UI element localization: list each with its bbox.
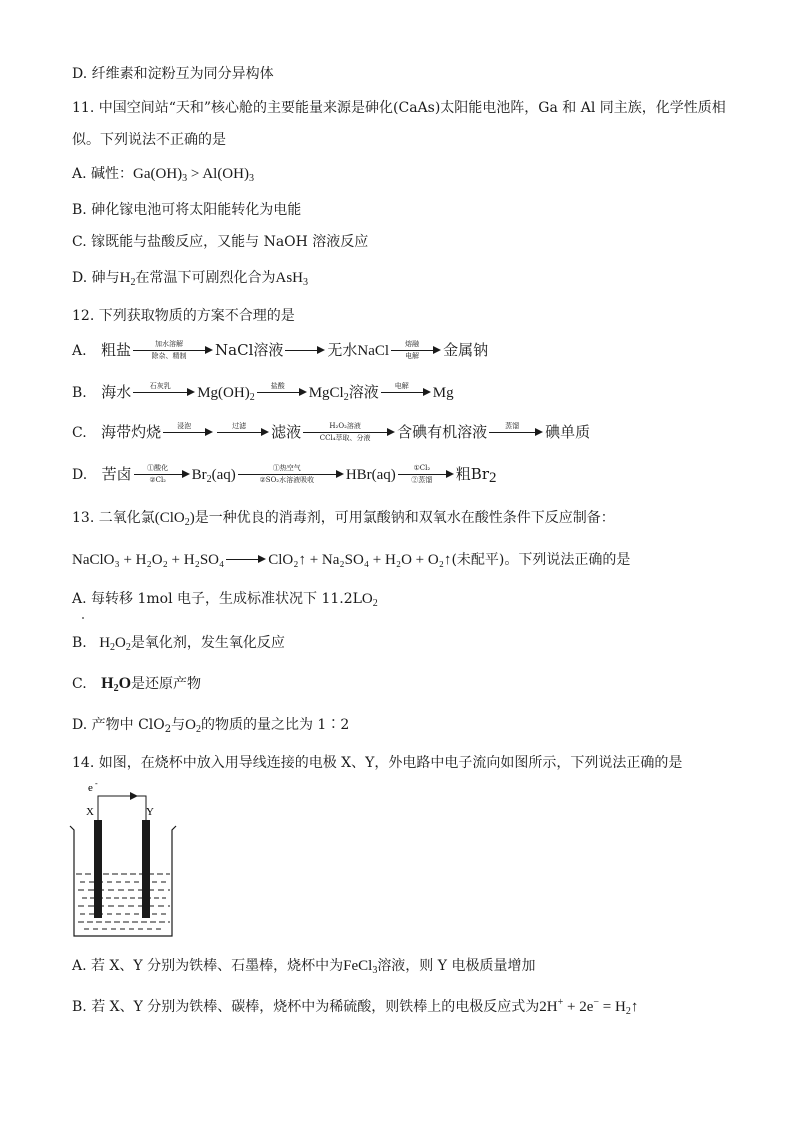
q11-a-sub1: 3 (182, 173, 188, 184)
q12-option-a (72, 340, 488, 362)
arrow-bottom-label: 电解 (405, 352, 420, 360)
q11-d-prefix: D. 砷与 (72, 270, 120, 286)
q12-b-label: B. (72, 385, 87, 401)
q12-b-s4: Mg (432, 385, 454, 401)
arrow-top-label: ①热空气 (272, 464, 301, 472)
q12-d-s1: 苦卤 (101, 465, 132, 483)
stray-dot (82, 617, 84, 619)
solution-lines (76, 874, 170, 929)
q14-b-pre: B. 若 X、Y 分别为铁棒、碳棒，烧杯中为稀硫酸，则铁棒上的电极反应式为 (72, 999, 540, 1015)
arrow-bottom-label: CCl₄萃取、分液 (319, 434, 371, 442)
q13-a-text: A. 每转移 1mol 电子，生成标准状况下 11.2L (72, 591, 362, 607)
arrow-top-label: 加水溶解 (155, 340, 184, 348)
q13-d-text1: D. 产物中 ClO (72, 717, 165, 733)
arrow-top-label: H₂O₂溶液 (329, 422, 361, 430)
reaction-arrow (238, 464, 344, 486)
q12-b-s3b: 溶液 (348, 383, 379, 401)
q12-a-s4: 金属钠 (443, 341, 489, 359)
q12-a-s2: NaCl溶液 (215, 341, 284, 359)
q12-a-s1: 粗盐 (101, 341, 132, 359)
electron-sign: - (95, 779, 98, 788)
q14-b-eq3: = H (599, 999, 626, 1015)
reaction-arrow (391, 340, 441, 362)
q13-eq-lhs: NaClO₃ + H₂O₂ + H₂SO₄ (72, 552, 225, 568)
q14-option-a (72, 956, 535, 976)
q12-b-s2sub: 2 (249, 392, 255, 403)
q12-stem: 12. 下列获取物质的方案不合理的是 (72, 308, 295, 324)
electron-label: e (88, 782, 93, 794)
q12-d-s2sub: 2 (206, 474, 212, 485)
q13-d-text2: 与 (171, 717, 186, 733)
q13-eq-note: (未配平)。下列说法正确的是 (451, 552, 631, 568)
q14-b-sub: 2 (625, 1006, 631, 1017)
arrow-bottom-label: ②Cl₂ (149, 476, 166, 484)
q11-a-rhs: Al(OH) (202, 166, 249, 182)
connecting-wire (98, 796, 146, 820)
arrow-bottom-label: ②SO₂水溶液吸收 (259, 476, 315, 484)
q11-d-mid: 在常温下可剧烈化合为 (135, 270, 276, 286)
q14-a-f: FeCl (343, 958, 373, 974)
q12-a-label: A. (72, 343, 87, 359)
arrow-bottom-label: 除杂、精制 (151, 352, 187, 360)
q12-c-label: C. (72, 425, 87, 441)
q12-option-b (72, 382, 454, 404)
gas-arrow-icon: ↑ (630, 999, 639, 1015)
q13-option-c (72, 674, 201, 694)
q14-b-sup2: − (593, 997, 600, 1008)
reaction-arrow (398, 464, 454, 486)
q13-b-sub2: 2 (125, 642, 131, 653)
q10-option-d: D. 纤维素和淀粉互为同分异构体 (72, 66, 274, 82)
q14-a-pre: A. 若 X、Y 分别为铁棒、石墨棒，烧杯中为 (72, 958, 344, 974)
q13-d-o: O (185, 717, 196, 733)
q13-d-text3: 的物质的量之比为 1∶2 (200, 717, 350, 733)
q13-c-label: C. (72, 676, 87, 692)
q12-d-s2b: (aq) (211, 467, 236, 483)
reaction-arrow (163, 422, 213, 444)
q11-option-a (72, 164, 254, 184)
q13-b-sub1: 2 (110, 642, 116, 653)
reaction-arrow (133, 340, 213, 362)
q11-stem-line1: 11. 中国空间站“天和”核心舱的主要能量来源是砷化(CaAs)太阳能电池阵，Ga 和 Al 同主族，化学性质相 (72, 100, 726, 116)
q14-stem: 14. 如图，在烧杯中放入用导线连接的电极 X、Y，外电路中电子流向如图所示，下列说法正确的是 (72, 755, 683, 771)
q12-c-s3: 含碘有机溶液 (397, 423, 488, 441)
q13-b-h: H (99, 635, 111, 651)
q14-b-eq2: + 2e (563, 999, 594, 1015)
q12-c-s1: 海带灼烧 (101, 423, 162, 441)
q11-a-prefix: A. 碱性： (72, 166, 134, 182)
q14-b-eq1: 2H (539, 999, 558, 1015)
q13-stem-a: 13. 二氧化氯 (72, 510, 155, 526)
q12-option-d (72, 464, 497, 486)
reaction-arrow (257, 382, 307, 404)
arrow-top-label: ①Cl₂ (413, 464, 431, 472)
arrow-top-label: 蒸馏 (505, 422, 520, 430)
electrode-x-label: X (86, 806, 94, 818)
arrow-bottom-label: ②蒸馏 (411, 476, 433, 484)
q13-b-label: B. (72, 635, 87, 651)
q13-stem-formula: (ClO (154, 510, 185, 526)
electrode-y (142, 820, 150, 918)
q13-b-text: 是氧化剂，发生氧化反应 (130, 635, 285, 651)
electron-flow-arrow-icon (130, 792, 138, 800)
arrow-top-label: 浸泡 (177, 422, 192, 430)
arrow-top-label: 盐酸 (270, 382, 285, 390)
q13-stem-formula-end: ) (189, 510, 195, 526)
q11-option-b: B. 砷化镓电池可将太阳能转化为电能 (72, 202, 302, 218)
q12-c-s4: 碘单质 (545, 423, 591, 441)
q12-a-s3f: NaCl (357, 343, 390, 359)
q13-c-sub: 2 (113, 683, 119, 694)
q13-c-h: H (101, 675, 114, 692)
reaction-arrow (217, 422, 269, 444)
reaction-arrow (226, 549, 266, 571)
q12-b-s2: Mg(OH) (197, 385, 250, 401)
q13-eq-rhs: ClO₂↑ + Na₂SO₄ + H₂O + O₂↑ (268, 552, 452, 568)
q13-option-d (72, 715, 349, 735)
q11-d-sub: 2 (130, 277, 136, 288)
q11-stem-line2: 似。下列说法不正确的是 (72, 132, 226, 148)
q13-d-sub2: 2 (195, 724, 201, 735)
q12-option-c (72, 422, 590, 444)
q12-b-s3: MgCl (308, 385, 344, 401)
electrolysis-beaker-diagram (60, 778, 180, 946)
q13-a-o: O (361, 591, 373, 607)
beaker (70, 826, 176, 936)
q11-option-d (72, 268, 308, 288)
reaction-arrow (133, 382, 195, 404)
reaction-arrow (381, 382, 431, 404)
q11-option-c: C. 镓既能与盐酸反应，又能与 NaOH 溶液反应 (72, 234, 369, 250)
reaction-arrow (303, 422, 395, 444)
arrow-top-label: 石灰乳 (149, 382, 171, 390)
q11-d-h: H (119, 270, 131, 286)
q13-option-a (72, 589, 378, 609)
q13-stem (72, 508, 615, 528)
q13-c-text: 是还原产物 (131, 676, 202, 692)
q11-a-lhs: Ga(OH) (133, 166, 183, 182)
q13-equation (72, 549, 630, 571)
q14-a-post: 溶液，则 Y 电极质量增加 (377, 958, 536, 974)
q12-d-s3: HBr(aq) (345, 467, 396, 483)
q14-a-sub: 3 (372, 965, 378, 976)
arrow-top-label: ①酸化 (147, 464, 169, 472)
reaction-arrow (489, 422, 543, 444)
reaction-arrow (285, 340, 325, 362)
electrode-x (94, 820, 102, 918)
arrow-top-label: 过滤 (232, 422, 247, 430)
q12-d-label: D. (72, 467, 88, 483)
q12-b-s3sub: 2 (343, 392, 349, 403)
q12-d-s4: 粗Br (455, 465, 489, 483)
electrode-y-label: Y (146, 806, 154, 818)
q13-stem-b: 是一种优良的消毒剂，可用氯酸钠和双氧水在酸性条件下反应制备： (194, 510, 615, 526)
q14-b-sup1: + (557, 997, 564, 1008)
arrow-top-label: 电解 (394, 382, 409, 390)
q12-b-s1: 海水 (101, 383, 132, 401)
reaction-arrow (134, 464, 190, 486)
q11-a-sub2: 3 (248, 173, 254, 184)
q12-a-s3: 无水 (327, 341, 358, 359)
q12-d-s2: Br (191, 467, 207, 483)
q13-b-o: O (115, 635, 126, 651)
q13-c-o: O (118, 675, 132, 692)
q13-option-b (72, 633, 285, 653)
q11-d-as: AsH (275, 270, 303, 286)
q13-a-sub: 2 (372, 598, 378, 609)
q13-stem-formula-sub: 2 (184, 517, 190, 528)
arrow-top-label: 熔融 (405, 340, 420, 348)
q14-option-b (72, 997, 638, 1017)
q11-a-op: > (187, 166, 203, 182)
q12-c-s2: 滤液 (271, 423, 302, 441)
q13-d-sub1: 2 (164, 724, 172, 735)
q11-d-sub2: 3 (303, 277, 308, 288)
q12-d-s4sub: 2 (489, 470, 497, 486)
